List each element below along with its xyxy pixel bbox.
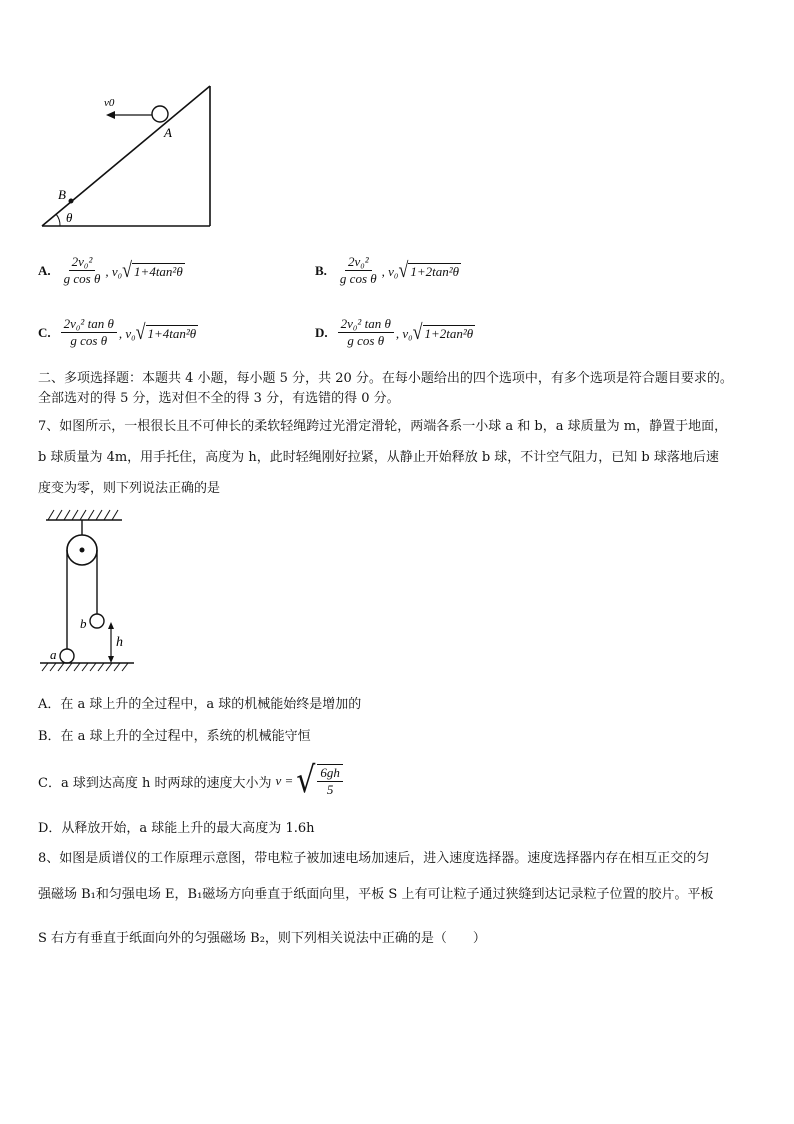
height-arrow-bottom: [108, 656, 114, 663]
q6-option-d[interactable]: [315, 316, 475, 349]
q7-option-d[interactable]: D．从释放开始，a 球能上升的最大高度为 1.6h: [38, 821, 315, 836]
theta-arc: [56, 214, 60, 226]
ball-a: [60, 649, 74, 663]
fraction: [61, 316, 117, 349]
option-tail: , v₀√ 1+2tan²θ: [395, 319, 474, 344]
label-b: b: [80, 616, 87, 631]
height-arrow-top: [108, 622, 114, 629]
option-tail: , v₀√ 1+2tan²θ: [381, 257, 459, 282]
denominator: g cos θ: [70, 333, 108, 348]
option-label: D.: [315, 324, 328, 340]
label-b: B: [58, 187, 66, 202]
option-label: C.: [38, 324, 51, 340]
denominator: g cos θ: [339, 271, 377, 286]
sqrt-fraction: [317, 764, 343, 798]
ball-a: [152, 106, 168, 122]
velocity-arrowhead: [106, 111, 115, 119]
label-a: A: [164, 125, 172, 140]
numerator: 6gh: [317, 765, 343, 782]
option-c-text: C．a 球到达高度 h 时两球的速度大小为: [38, 775, 272, 791]
option-label: B.: [315, 262, 327, 278]
q7-stem-line2: b 球质量为 4m，用手托住，高度为 h，此时轻绳刚好拉紧，从静止开始释放 b 球，不计空气阻力，已知 b 球落地后速: [38, 450, 719, 465]
pulley-axle: [80, 548, 85, 553]
numerator: 2v₀²: [345, 254, 372, 271]
label-a: a: [50, 647, 57, 662]
ceiling-hatch: [48, 510, 118, 520]
denominator: g cos θ: [63, 271, 101, 286]
q7-option-b[interactable]: B．在 a 球上升的全过程中，系统的机械能守恒: [38, 729, 311, 744]
option-tail: , v₀√ 1+4tan²θ: [118, 319, 197, 344]
v0-label: v0: [104, 97, 115, 109]
q7-stem-line1: 7、如图所示，一根很长且不可伸长的柔软轻绳跨过光滑定滑轮，两端各系一小球 a 和 b，a 球质量为 m，静置于地面，: [38, 419, 728, 434]
q7-option-c[interactable]: [38, 759, 345, 802]
q8-stem-line2: 强磁场 B₁和匀强电场 E，B₁磁场方向垂直于纸面向里，平板 S 上有可让粒子通过狭缝到达记录粒子位置的胶片。平板: [38, 887, 714, 902]
denominator: g cos θ: [347, 333, 385, 348]
label-h: h: [116, 635, 123, 650]
q6-option-a[interactable]: [38, 254, 185, 287]
fraction: [61, 254, 104, 287]
incline-figure: [36, 80, 226, 230]
q6-option-c[interactable]: [38, 316, 198, 349]
pulley-figure: [36, 504, 136, 672]
numerator: 2v₀² tan θ: [61, 316, 117, 333]
ball-b: [90, 614, 104, 628]
fraction: [337, 254, 380, 287]
numerator: 2v₀² tan θ: [338, 316, 394, 333]
option-tail: , v₀√ 1+4tan²θ: [105, 257, 183, 282]
q6-option-b[interactable]: [315, 254, 461, 287]
fraction: [338, 316, 394, 349]
q8-stem-line1: 8、如图是质谱仪的工作原理示意图，带电粒子被加速电场加速后，进入速度选择器。速度选择器内存在相互正交的匀: [38, 851, 710, 866]
q8-stem-line3: S 右方有垂直于纸面向外的匀强磁场 B₂，则下列相关说法中正确的是（ ）: [38, 931, 486, 946]
denominator: 5: [326, 782, 334, 797]
section2-instructions-line2: 全部选对的得 5 分，选对但不全的得 3 分，有选错的得 0 分。: [38, 391, 400, 406]
option-label: A.: [38, 262, 51, 278]
point-b: [69, 199, 74, 204]
sqrt-sign: √: [296, 759, 316, 802]
incline-hypotenuse: [42, 86, 210, 226]
q7-stem-line3: 度变为零，则下列说法正确的是: [38, 481, 221, 496]
ground-hatch: [42, 663, 128, 671]
label-theta: θ: [66, 210, 73, 225]
option-c-v: v =: [275, 773, 294, 788]
q7-option-a[interactable]: A．在 a 球上升的全过程中，a 球的机械能始终是增加的: [38, 697, 362, 712]
numerator: 2v₀²: [69, 254, 96, 271]
section2-instructions-line1: 二、多项选择题：本题共 4 小题，每小题 5 分，共 20 分。在每小题给出的四个选项中，有多个选项是符合题目要求的。: [38, 371, 733, 386]
